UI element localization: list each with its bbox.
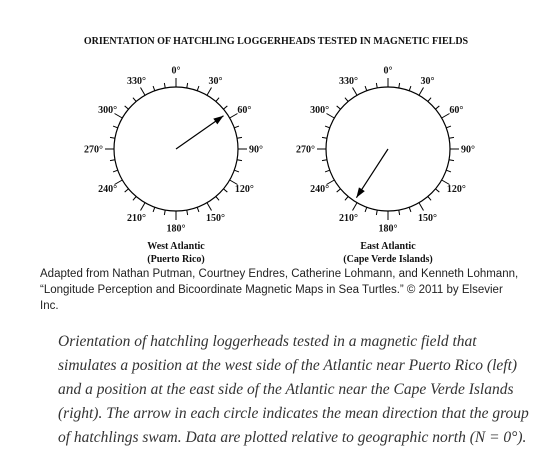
minor-tick (399, 83, 400, 88)
minor-tick (449, 137, 454, 138)
minor-tick (399, 210, 400, 215)
minor-tick (322, 137, 327, 138)
major-tick (442, 114, 450, 119)
major-tick (230, 114, 238, 119)
angle-label: 90° (249, 144, 263, 156)
minor-tick (216, 98, 219, 102)
source-credit (40, 266, 520, 314)
west-atlantic-diagram (84, 54, 266, 269)
minor-tick (197, 86, 199, 91)
major-tick (207, 88, 212, 96)
minor-tick (110, 160, 115, 161)
minor-tick (435, 189, 439, 192)
arrowhead (356, 187, 364, 197)
minor-tick (365, 207, 367, 212)
minor-tick (325, 170, 330, 172)
minor-tick (322, 160, 327, 161)
minor-tick (113, 126, 118, 128)
minor-tick (376, 83, 377, 88)
minor-tick (187, 210, 188, 215)
angle-label: 300° (310, 105, 330, 116)
angle-label: 210° (339, 212, 358, 224)
major-tick (141, 88, 146, 96)
angle-label: 60° (237, 105, 252, 116)
angle-label: 90° (461, 144, 475, 156)
angle-label: 330° (339, 76, 358, 88)
figure-title: ORIENTATION OF HATCHLING LOGGERHEADS TESTED IN MAGNETIC FIELDS (83, 36, 469, 47)
angle-label: 30° (208, 76, 223, 88)
major-tick (207, 203, 212, 211)
minor-tick (428, 196, 431, 200)
angle-label: 30° (420, 76, 435, 88)
minor-tick (435, 106, 439, 109)
angle-label: 150° (418, 212, 437, 224)
minor-tick (133, 98, 136, 102)
credit-line-1: Adapted from Nathan Putman, Courtney Endres, Catherine Lohmann, and Kenneth Lohmann, (40, 268, 519, 280)
puerto-rico-label: (Puerto Rico) (147, 254, 205, 265)
major-tick (353, 203, 358, 211)
major-tick (419, 203, 424, 211)
angle-label: 210° (127, 212, 146, 224)
angle-label: 330° (127, 76, 146, 88)
angle-label: 0° (383, 65, 393, 77)
minor-tick (365, 86, 367, 91)
minor-tick (164, 210, 165, 215)
minor-tick (237, 137, 242, 138)
minor-tick (446, 126, 451, 128)
minor-tick (237, 160, 242, 161)
arrowhead (213, 116, 223, 125)
angle-label: 150° (206, 212, 225, 224)
minor-tick (216, 196, 219, 200)
angle-label: 120° (446, 184, 466, 195)
angle-label: 120° (234, 184, 254, 195)
minor-tick (409, 86, 411, 91)
minor-tick (449, 160, 454, 161)
minor-tick (345, 196, 348, 200)
minor-tick (428, 98, 431, 102)
minor-tick (337, 106, 341, 109)
minor-tick (153, 207, 155, 212)
angle-label: 240° (310, 184, 330, 195)
minor-tick (234, 170, 239, 172)
angle-label: 180° (378, 223, 398, 235)
angle-label: 180° (166, 223, 186, 235)
minor-tick (187, 83, 188, 88)
minor-tick (133, 196, 136, 200)
minor-tick (337, 189, 341, 192)
figure-caption: Orientation of hatchling loggerheads tested in a magnetic field that simulates a position at the west side of the Atlantic near Puerto Rico (left) and a position at the east side of the Atlantic near the Cape Verde Islands (right). The arrow in each circle indicates the mean direction that the group of hatchlings swam. Data are plotted relative to geographic north (N = 0°). (58, 333, 529, 446)
minor-tick (223, 106, 227, 109)
minor-tick (197, 207, 199, 212)
cape-verde-label: (Cape Verde Islands) (343, 254, 433, 265)
major-tick (141, 203, 146, 211)
east-atlantic-diagram (290, 54, 475, 269)
minor-tick (376, 210, 377, 215)
angle-label: 60° (449, 105, 464, 116)
minor-tick (164, 83, 165, 88)
minor-tick (234, 126, 239, 128)
minor-tick (446, 170, 451, 172)
angle-label: 240° (98, 184, 118, 195)
minor-tick (125, 106, 129, 109)
minor-tick (125, 189, 129, 192)
angle-label: 300° (98, 105, 118, 116)
minor-tick (409, 207, 411, 212)
minor-tick (153, 86, 155, 91)
minor-tick (110, 137, 115, 138)
credit-line-2: “Longitude Perception and Bicoordinate Magnetic Maps in Sea Turtles.” © 2011 by Elsevier Inc. (40, 284, 503, 312)
major-tick (419, 88, 424, 96)
west-atlantic-label: West Atlantic (147, 241, 205, 252)
major-tick (353, 88, 358, 96)
angle-label: 270° (84, 144, 103, 156)
east-atlantic-label: East Atlantic (360, 241, 416, 252)
minor-tick (223, 189, 227, 192)
angle-label: 270° (296, 144, 315, 156)
minor-tick (325, 126, 330, 128)
minor-tick (345, 98, 348, 102)
minor-tick (113, 170, 118, 172)
angle-label: 0° (171, 65, 181, 77)
